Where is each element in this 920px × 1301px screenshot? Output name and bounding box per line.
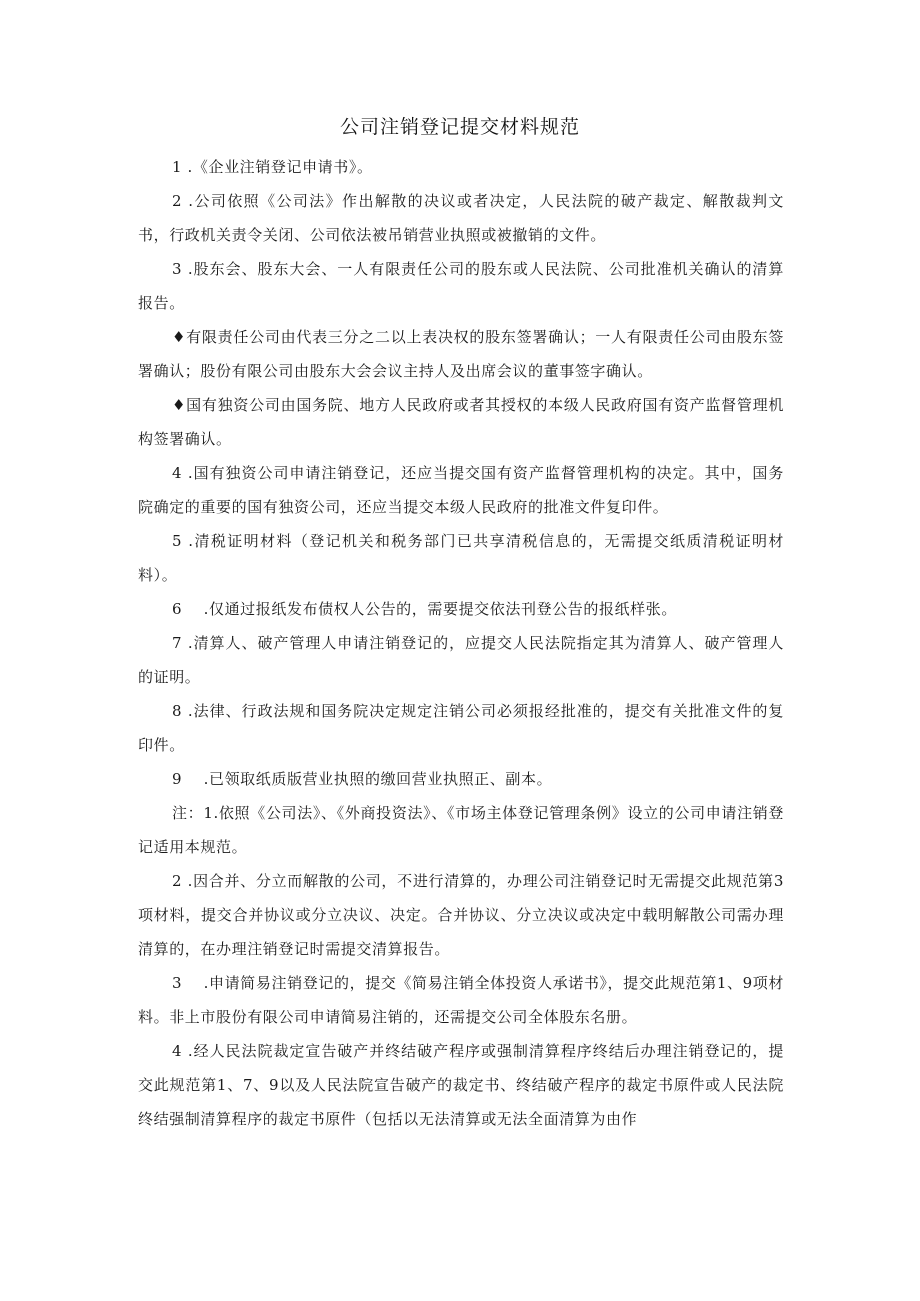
item-4: 4 .国有独资公司申请注销登记，还应当提交国有资产监督管理机构的决定。其中，国务院确定的重要的国有独资公司，还应当提交本级人民政府的批准文件复印件。 <box>138 464 784 516</box>
note-4: 4 .经人民法院裁定宣告破产并终结破产程序或强制清算程序终结后办理注销登记的，提交此规范第1、7、9以及人民法院宣告破产的裁定书、终结破产程序的裁定书原件或人民法院终结强制清算程序的裁定书原件（包括以无法清算或无法全面清算为由作 <box>138 1042 784 1128</box>
item-1: 1 .《企业注销登记申请书》。 <box>172 158 373 176</box>
note-1: 注：1.依照《公司法》、《外商投资法》、《市场主体登记管理条例》设立的公司申请注销登记适用本规范。 <box>138 804 784 856</box>
item-8: 8 .法律、行政法规和国务院决定规定注销公司必须报经批准的，提交有关批准文件的复印件。 <box>138 702 784 754</box>
item-6: 6 .仅通过报纸发布债权人公告的，需要提交依法刊登公告的报纸样张。 <box>172 600 677 618</box>
item-9: 9 .已领取纸质版营业执照的缴回营业执照正、副本。 <box>172 770 553 788</box>
item-7: 7 .清算人、破产管理人申请注销登记的，应提交人民法院指定其为清算人、破产管理人的证明。 <box>138 634 784 686</box>
bullet-note-state-owned: ♦国有独资公司由国务院、地方人民政府或者其授权的本级人民政府国有资产监督管理机构签署确认。 <box>138 396 784 448</box>
bullet-note-limited-company: ♦有限责任公司由代表三分之二以上表决权的股东签署确认；一人有限责任公司由股东签署确认；股份有限公司由股东大会会议主持人及出席会议的董事签字确认。 <box>138 328 784 380</box>
note-3: 3 .申请简易注销登记的，提交《简易注销全体投资人承诺书》，提交此规范第1、9项材料。非上市股份有限公司申请简易注销的，还需提交公司全体股东名册。 <box>138 974 784 1026</box>
item-3: 3 .股东会、股东大会、一人有限责任公司的股东或人民法院、公司批准机关确认的清算报告。 <box>138 260 784 312</box>
document-body <box>138 150 784 1136</box>
note-2: 2 .因合并、分立而解散的公司，不进行清算的，办理公司注销登记时无需提交此规范第3项材料，提交合并协议或分立决议、决定。合并协议、分立决议或决定中载明解散公司需办理清算的，在办理注销登记时需提交清算报告。 <box>138 872 784 958</box>
item-5: 5 .清税证明材料（登记机关和税务部门已共享清税信息的，无需提交纸质清税证明材料）。 <box>138 532 784 584</box>
item-2: 2 .公司依照《公司法》作出解散的决议或者决定，人民法院的破产裁定、解散裁判文书，行政机关责令关闭、公司依法被吊销营业执照或被撤销的文件。 <box>138 192 784 244</box>
document-title: 公司注销登记提交材料规范 <box>339 116 580 138</box>
